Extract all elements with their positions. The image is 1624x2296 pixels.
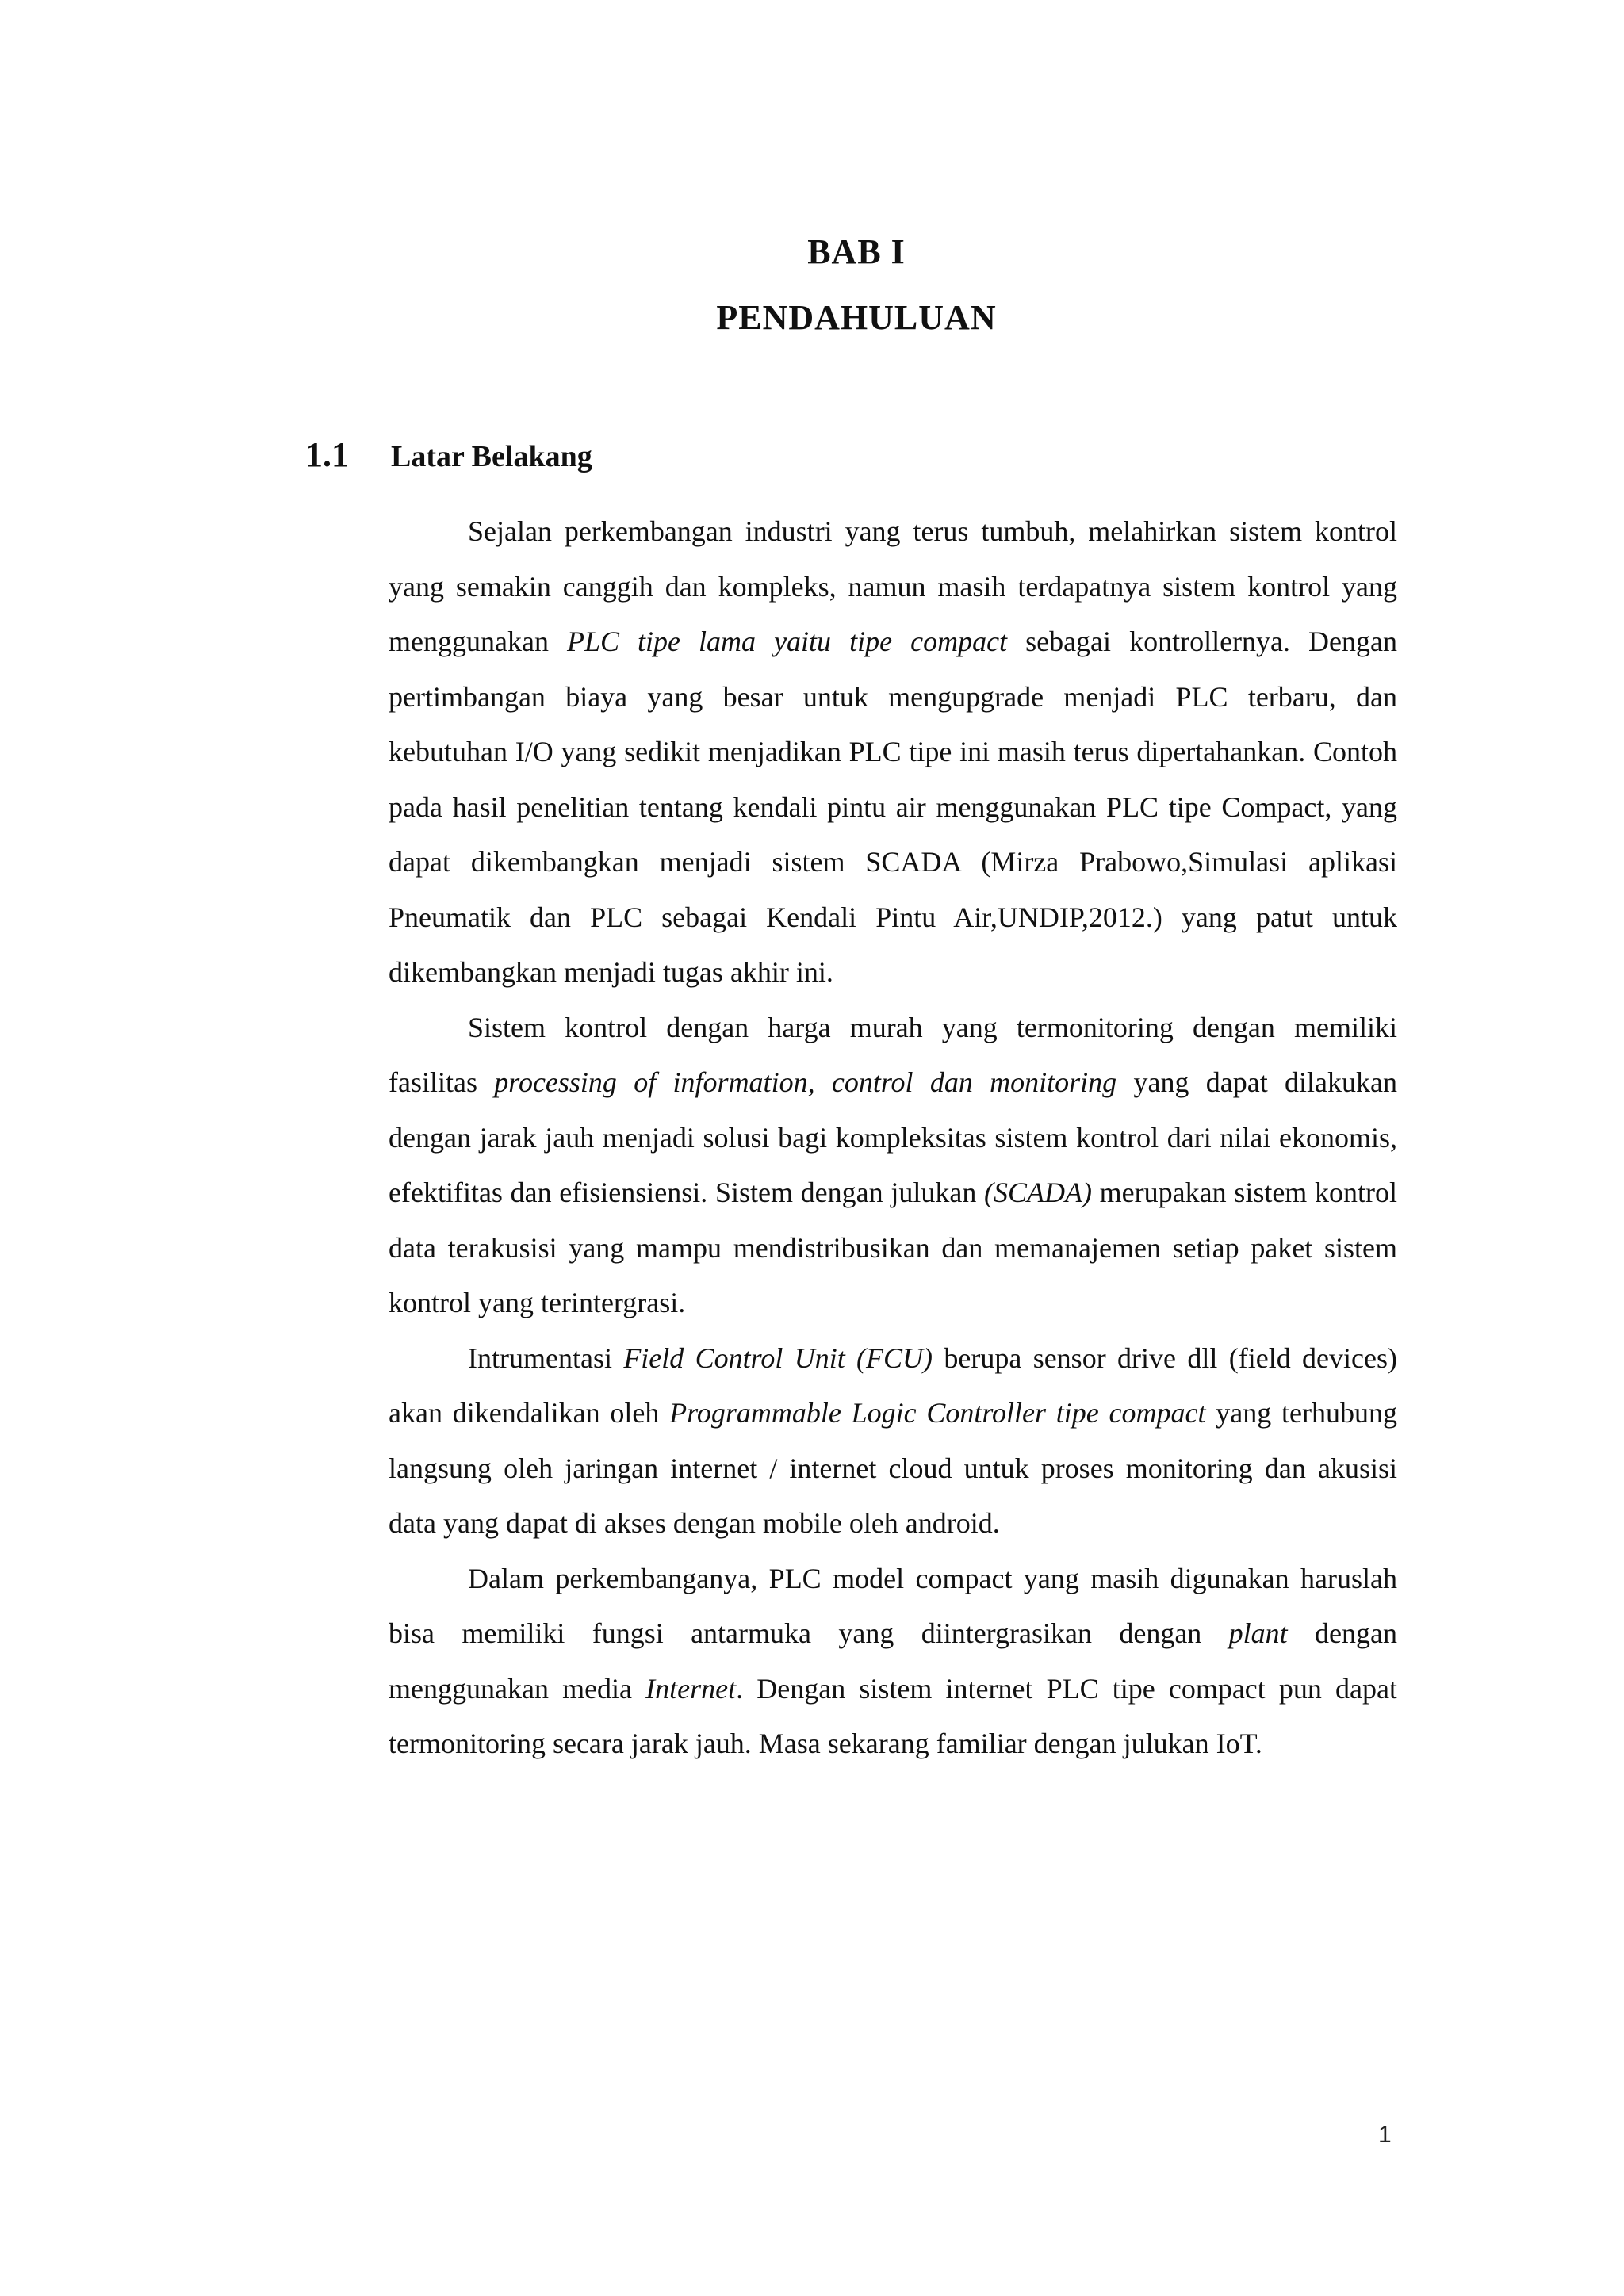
text-run: Intrumentasi [468, 1341, 624, 1374]
text-run: berupa sensor drive dll (field devices) akan dikendalikan oleh [389, 1341, 1397, 1429]
text-run: dengan menggunakan media [389, 1617, 1397, 1705]
text-run: Dalam perkembanganya, PLC model compact yang masih digunakan haruslah bisa memiliki fungsi antarmuka yang diintergrasikan dengan [389, 1562, 1397, 1649]
text-run: Sejalan perkembangan industri yang terus tumbuh, melahirkan sistem kontrol yang semakin canggih dan kompleks, namun masih terdapatnya sistem kontrol yang menggunakan [389, 515, 1397, 657]
text-run: yang terhubung langsung oleh jaringan internet / internet cloud untuk proses monitoring dan akusisi data yang dapat di akses dengan mobile oleh android. [389, 1397, 1397, 1539]
paragraph [389, 1331, 1397, 1552]
italic-text: Programmable Logic Controller tipe compact [669, 1397, 1206, 1429]
paragraph [389, 1001, 1397, 1331]
chapter-title: PENDAHULUAN [716, 298, 997, 337]
section-number: 1.1 [305, 435, 349, 474]
paragraph [389, 1552, 1397, 1772]
page-number: 1 [1378, 2122, 1392, 2148]
section-title: Latar Belakang [391, 440, 592, 473]
chapter-number: BAB I [807, 232, 906, 271]
text-run: merupakan sistem kontrol data terakusisi yang mampu mendistribusikan dan memanajemen setiap paket sistem kontrol yang terintergrasi. [389, 1177, 1398, 1318]
text-run: yang dapat dilakukan dengan jarak jauh menjadi solusi bagi kompleksitas sistem kontrol dari nilai ekonomis, efektifitas dan efisiensiensi. Sistem dengan julukan [389, 1066, 1397, 1208]
italic-text: plant [1228, 1617, 1288, 1649]
italic-text: processing of information, control dan monitoring [494, 1066, 1117, 1098]
section-heading [305, 434, 592, 475]
body-text [389, 504, 1397, 1772]
paragraph [389, 504, 1397, 1001]
text-run: . Dengan sistem internet PLC tipe compact pun dapat termonitoring secara jarak jauh. Masa sekarang familiar dengan julukan IoT. [389, 1672, 1397, 1759]
text-run: Sistem kontrol dengan harga murah yang termonitoring dengan memiliki fasilitas [389, 1011, 1397, 1098]
italic-text: Field Control Unit (FCU) [623, 1341, 933, 1374]
text-run: sebagai kontrollernya. Dengan pertimbangan biaya yang besar untuk mengupgrade menjadi PLC terbaru, dan kebutuhan I/O yang sedikit menjadikan PLC tipe ini masih terus dipertahankan. Contoh pada hasil penelitian tentang kendali pintu air menggunakan PLC tipe Compact, yang dapat dikembangkan menjadi sistem SCADA (Mirza Prabowo,Simulasi aplikasi Pneumatik dan PLC sebagai Kendali Pintu Air,UNDIP,2012.) yang patut untuk dikembangkan menjadi tugas akhir ini. [389, 626, 1397, 988]
italic-text: Internet [645, 1672, 737, 1705]
italic-text: (SCADA) [984, 1177, 1092, 1208]
italic-text: PLC tipe lama yaitu tipe compact [566, 626, 1008, 657]
